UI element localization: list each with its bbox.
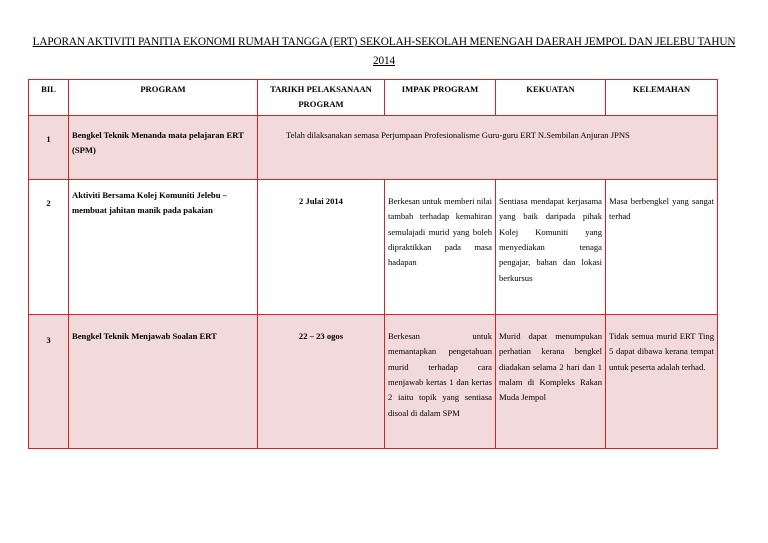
cell-impak: Berkesan untuk memberi nilai tambah terhadap kemahiran semulajadi murid yang boleh dipraktikkan pada masa hadapan: [385, 179, 496, 314]
cell-tarikh: 2 Julai 2014: [258, 179, 385, 314]
header-bil: BIL: [29, 80, 69, 116]
header-impak: IMPAK PROGRAM: [385, 80, 496, 116]
cell-kelemahan: Tidak semua murid ERT Ting 5 dapat dibawa kerana tempat untuk peserta adalah terhad.: [606, 314, 718, 448]
table-row: [29, 179, 718, 314]
header-program: PROGRAM: [69, 80, 258, 116]
header-tarikh-line2: PROGRAM: [298, 99, 344, 110]
table-header-row: [29, 80, 718, 116]
report-title-line1: LAPORAN AKTIVITI PANITIA EKONOMI RUMAH TANGGA (ERT) SEKOLAH-SEKOLAH MENENGAH DAERAH JEMPOL DAN JELEBU TAHUN: [32, 36, 736, 48]
cell-kelemahan: Masa berbengkel yang sangat terhad: [606, 179, 718, 314]
cell-impak: Berkesan untuk memantapkan pengetahuan murid terhadap cara menjawab kertas 1 dan kertas 2 iaitu topik yang sentiasa disoal di dalam SPM: [385, 314, 496, 448]
activity-report-table: [28, 79, 718, 449]
header-tarikh-line1: TARIKH PELAKSANAAN: [270, 84, 372, 94]
cell-kekuatan: Murid dapat menumpukan perhatian kerana bengkel diadakan selama 2 hari dan 1 malam di Kompleks Rakan Muda Jempol: [496, 314, 606, 448]
cell-kekuatan: Sentiasa mendapat kerjasama yang baik daripada pihak Kolej Komuniti yang menyediakan tenaga pengajar, bahan dan lokasi berkursus: [496, 179, 606, 314]
cell-merged-note: Telah dilaksanakan semasa Perjumpaan Profesionalisme Guru-guru ERT N.Sembilan Anjuran JPNS: [258, 115, 718, 179]
cell-bil: 3: [29, 314, 69, 448]
header-kelemahan: KELEMAHAN: [606, 80, 718, 116]
report-title: [30, 33, 738, 71]
cell-tarikh: 22 – 23 ogos: [258, 314, 385, 448]
table-row: [29, 314, 718, 448]
table-row: [29, 115, 718, 179]
cell-bil: 2: [29, 179, 69, 314]
cell-program: Bengkel Teknik Menanda mata pelajaran ERT (SPM): [69, 115, 258, 179]
header-kekuatan: KEKUATAN: [496, 80, 606, 116]
header-tarikh: [258, 80, 385, 116]
cell-bil: 1: [29, 115, 69, 179]
cell-program: Aktiviti Bersama Kolej Komuniti Jelebu – membuat jahitan manik pada pakaian: [69, 179, 258, 314]
cell-program: Bengkel Teknik Menjawab Soalan ERT: [69, 314, 258, 448]
report-title-line2: 2014: [373, 55, 395, 67]
